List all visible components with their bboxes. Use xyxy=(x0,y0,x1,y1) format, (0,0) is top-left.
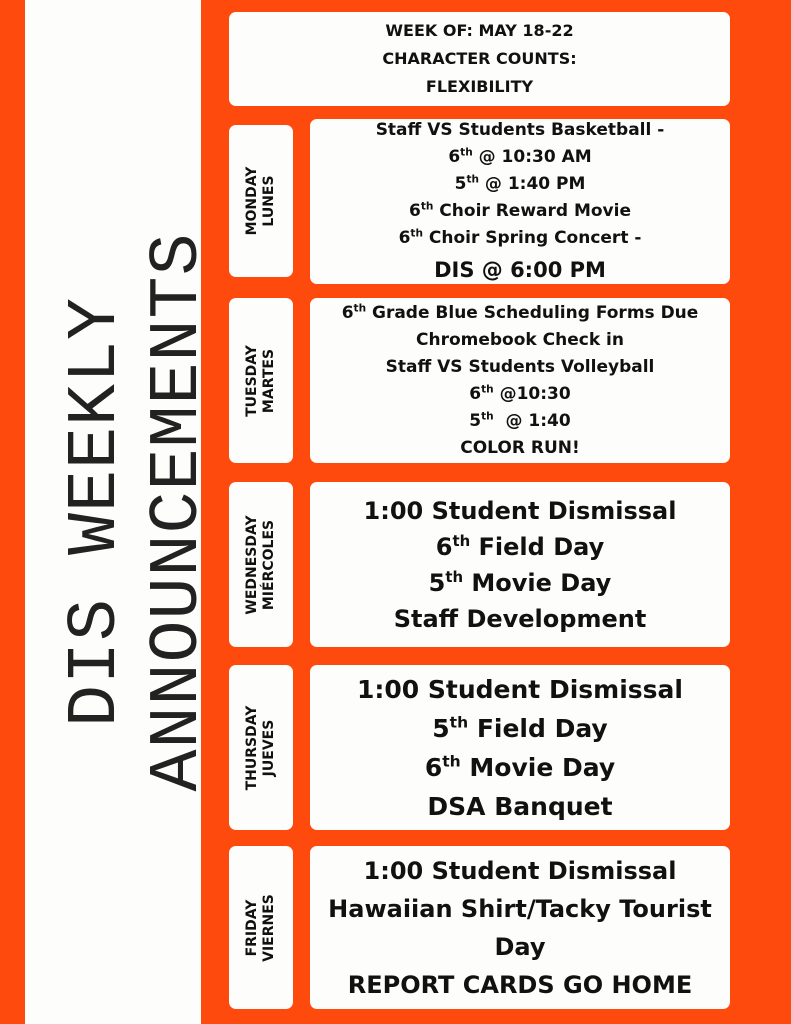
day-label-monday xyxy=(229,125,293,277)
announcement-line: 6th Choir Reward Movie xyxy=(409,200,631,221)
day-name-en: THURSDAY xyxy=(244,705,260,790)
announcement-line: 6th Grade Blue Scheduling Forms Due xyxy=(341,301,699,323)
announcement-line: DIS @ 6:00 PM xyxy=(434,258,606,282)
announcement-line: 1:00 Student Dismissal xyxy=(357,674,683,704)
day-name-es: MIÉRCOLES xyxy=(261,519,277,610)
announcement-line: 6th @ 10:30 AM xyxy=(448,146,592,167)
announcement-line: Staff VS Students Basketball - xyxy=(375,120,665,140)
announcement-line: DSA Banquet xyxy=(427,791,613,821)
day-name-en: FRIDAY xyxy=(244,899,260,956)
day-label-wednesday xyxy=(229,482,293,647)
day-name-es: VIERNES xyxy=(261,893,277,962)
tuesday-announcements xyxy=(310,298,730,463)
thursday-announcements xyxy=(310,665,730,830)
day-name-en: WEDNESDAY xyxy=(244,514,260,615)
announcement-line: 6th Movie Day xyxy=(424,752,616,782)
announcement-line: 5th @ 1:40 xyxy=(469,409,571,431)
day-label-tuesday xyxy=(229,298,293,463)
announcement-line: Chromebook Check in xyxy=(416,329,624,350)
day-label-friday xyxy=(229,846,293,1009)
day-name-en: TUESDAY xyxy=(244,344,260,417)
day-name-es: MARTES xyxy=(261,348,277,413)
announcement-line: 1:00 Student Dismissal xyxy=(363,856,677,885)
announcement-line: 1:00 Student Dismissal xyxy=(363,496,677,525)
announcement-line: 6th @10:30 xyxy=(469,382,571,404)
announcement-line: 6th Choir Spring Concert - xyxy=(398,227,642,248)
announcement-line: Hawaiian Shirt/Tacky Tourist xyxy=(328,894,712,923)
title-strip xyxy=(25,0,218,1024)
announcement-line: 5th Movie Day xyxy=(428,567,612,597)
week-of-text: WEEK OF: MAY 18-22 xyxy=(385,21,574,40)
title-line-1: DIS WEEKLY xyxy=(57,296,136,728)
character-trait-text: FLEXIBILITY xyxy=(425,77,534,96)
announcement-line: Staff VS Students Volleyball xyxy=(385,356,655,377)
announcement-line: COLOR RUN! xyxy=(460,437,580,458)
announcement-line: REPORT CARDS GO HOME xyxy=(347,970,693,999)
day-name-en: MONDAY xyxy=(244,166,260,236)
day-label-thursday xyxy=(229,665,293,830)
character-counts-text: CHARACTER COUNTS: xyxy=(382,49,577,68)
announcement-line: 5th Field Day xyxy=(432,713,608,743)
announcement-line: 5th @ 1:40 PM xyxy=(454,173,586,194)
announcement-line: Staff Development xyxy=(393,604,647,633)
title-line-2: ANNOUNCEMENTS xyxy=(139,232,218,792)
week-header xyxy=(229,12,730,106)
wednesday-announcements xyxy=(310,482,730,647)
announcement-line: 6th Field Day xyxy=(435,531,605,561)
day-name-es: LUNES xyxy=(261,175,277,227)
day-name-es: JUEVES xyxy=(261,719,277,776)
page-title xyxy=(56,62,220,962)
monday-announcements xyxy=(310,119,730,284)
friday-announcements xyxy=(310,846,730,1009)
announcement-line: Day xyxy=(494,932,546,961)
